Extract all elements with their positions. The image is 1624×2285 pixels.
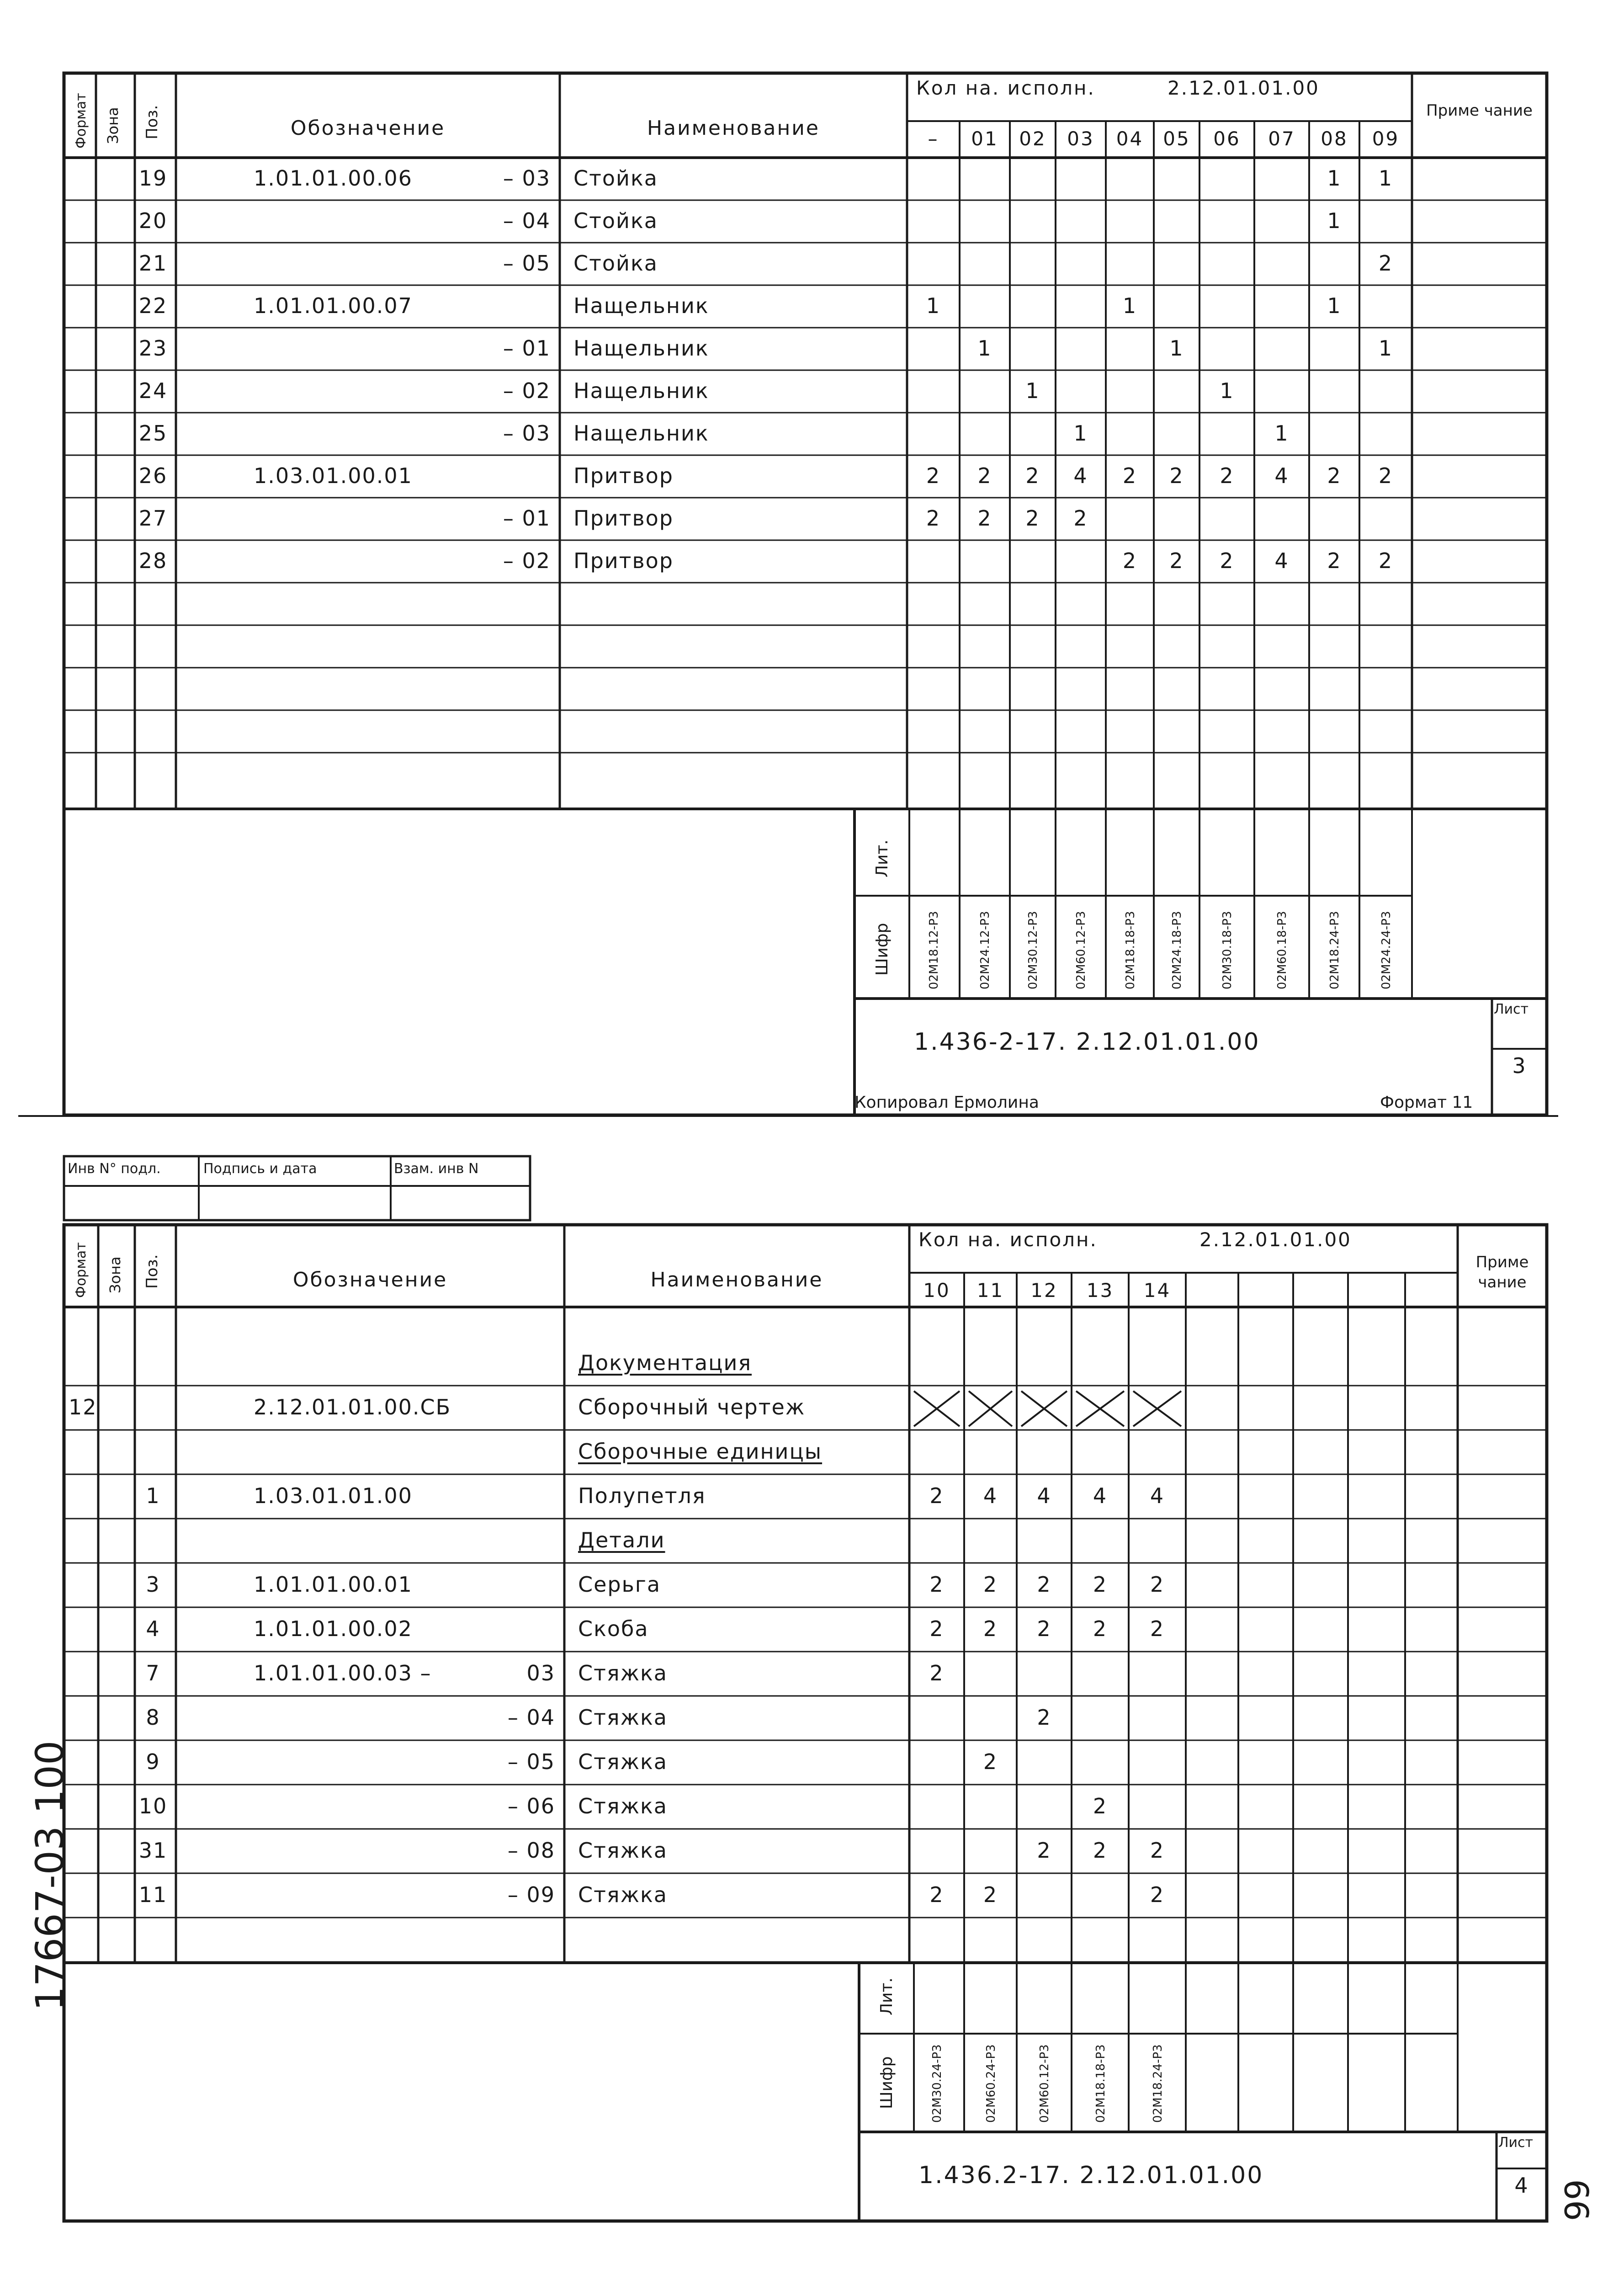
inv-number-label: Инв N° подл. [68,1161,161,1177]
sheet3-row-suffix: – 02 [503,548,551,573]
sheet3-shifr-code: 02М24.18-Р3 [1170,911,1184,989]
sheet4-variant-4: 14 [1143,1279,1171,1302]
sheet4-document-number: 1.436.2-17. 2.12.01.01.00 [918,2162,1264,2189]
sheet3-list-label: Лист [1494,1001,1529,1017]
sheet3-shifr-code: 02М60.12-Р3 [1074,911,1088,989]
sheet4-qty-cell: 2 [983,1572,998,1597]
sheet4-row-name: Полупетля [578,1483,706,1508]
sheet3-lit-label: Лит. [873,840,892,877]
sheet4-row-suffix: – 05 [507,1749,555,1774]
sheet3-row-suffix: – 04 [503,208,551,233]
sheet3-list-number: 3 [1512,1053,1527,1078]
sheet3-format-header: Формат [73,93,89,149]
sheet4-variant-1: 11 [977,1279,1004,1302]
sheet4-row-pos: 11 [138,1882,168,1907]
sheet4-row-name: Стяжка [578,1882,668,1907]
sheet3-row-name: Притвор [573,506,674,531]
sheet3-qty-cell: 2 [1169,548,1184,573]
sheet3-row-pos: 19 [138,166,168,191]
sheet4-row-name: Стяжка [578,1705,668,1730]
sheet3-document-number: 1.436-2-17. 2.12.01.01.00 [914,1028,1260,1056]
sheet4-qty-title: Кол на. исполн. [918,1228,1098,1251]
sheet3-row-designation: 1.03.01.00.01 [254,463,413,488]
sheet3-shifr-code: 02М18.18-Р3 [1123,911,1137,989]
sheet4-row-name: Сборочный чертеж [578,1395,806,1419]
sheet3-row-pos: 21 [138,251,168,276]
sheet4-name-header: Наименование [650,1268,823,1291]
sheet4-row-pos: 10 [138,1794,168,1818]
sheet3-row-name: Стойка [573,208,658,233]
sheet4-row-suffix: – 06 [507,1794,555,1818]
sheet3-shifr-code: 02М24.12-Р3 [978,911,992,989]
sheet3-row-suffix: – 03 [503,421,551,446]
sheet3-qty-cell: 2 [926,506,941,531]
sheet3-row-name: Нащельник [573,378,709,403]
sheet3-qty-cell: 4 [1274,463,1289,488]
sheet3-row-pos: 27 [138,506,168,531]
sheet4-qty-cell: 2 [1150,1882,1165,1907]
sheet3-row-pos: 23 [138,336,168,361]
sheet3-qty-code: 2.12.01.01.00 [1168,77,1320,99]
sheet4-qty-cell: 2 [929,1572,944,1597]
sheet4-row-suffix: – 09 [507,1882,555,1907]
sheet3-variant-6: 06 [1213,128,1241,150]
sheet4-format-header: Формат [73,1242,89,1298]
sheet3-qty-cell: 2 [1169,463,1184,488]
sheet3-designation-header: Обозначение [290,117,446,140]
sheet3-row-suffix: – 01 [503,336,551,361]
sheet4-shifr-code: 02М60.12-Р3 [1038,2044,1051,2123]
replacement-inv-label: Взам. инв N [394,1161,479,1177]
sheet3-variant-3: 03 [1067,128,1094,150]
sheet4-qty-cell: 2 [929,1882,944,1907]
sheet3-row-name: Стойка [573,166,658,191]
sheet3-qty-cell: 1 [1220,378,1234,403]
sheet3-qty-cell: 2 [1378,463,1393,488]
sheet3-qty-cell: 2 [1327,463,1342,488]
sheet4-qty-cell: 2 [1150,1838,1165,1863]
sheet3-row-designation: 1.01.01.00.06 [254,166,413,191]
sheet4-qty-cell: 2 [1037,1572,1051,1597]
sheet3-row-pos: 24 [138,378,168,403]
sheet4-row-suffix: – 04 [507,1705,555,1730]
sheet4-row-format: 12 [69,1395,97,1419]
sheet3-row-suffix: – 05 [503,251,551,276]
sheet3-name-header: Наименование [647,117,820,140]
sheet4-qty-cell: 2 [1150,1572,1165,1597]
sheet4-row-designation: 1.01.01.00.03 – [254,1661,432,1685]
sheet3-row-pos: 26 [138,463,168,488]
sheet3-shifr-code: 02М18.24-Р3 [1328,911,1342,989]
sheet3-qty-cell: 1 [1274,421,1289,446]
sheet3-row-name: Стойка [573,251,658,276]
sheet3-variant-0: – [928,128,939,150]
sheet4-shifr-code: 02М18.18-Р3 [1093,2044,1108,2123]
sheet4-qty-cell: 2 [1037,1616,1051,1641]
sheet4-row-pos: 9 [146,1749,160,1774]
sheet4-qty-cell: 4 [1037,1483,1051,1508]
sheet3-variant-7: 07 [1268,128,1295,150]
sheet3-note-header: Приме чание [1426,101,1533,120]
sheet3-qty-cell: 2 [1378,548,1393,573]
sheet4-list-label: Лист [1498,2135,1534,2151]
sheet3-qty-cell: 2 [1025,506,1040,531]
sheet3-qty-title: Кол на. исполн. [916,77,1095,99]
sheet3-shifr-code: 02М30.12-Р3 [1026,911,1040,989]
sheet4-qty-cell: 2 [929,1483,944,1508]
sheet4-row-name: Стяжка [578,1838,668,1863]
sheet3-qty-cell: 2 [977,463,992,488]
sheet3-qty-cell: 2 [1025,463,1040,488]
sheet4-variant-2: 12 [1030,1279,1058,1302]
copied-by: Копировал Ермолина [854,1093,1039,1112]
sheet3-pos-header: Поз. [143,105,161,139]
sheet3-qty-cell: 2 [926,463,941,488]
sheet3-shifr-label: Шифр [873,923,892,976]
sheet3-row-pos: 20 [138,208,168,233]
sheet3-shifr-code: 02М30.18-Р3 [1221,911,1234,989]
sheet4-row-name: Стяжка [578,1749,668,1774]
sheet4-qty-cell: 2 [1093,1616,1108,1641]
sheet4-row-pos: 7 [146,1661,160,1685]
sheet4-section-title: Сборочные единицы [578,1439,823,1464]
sheet3-qty-cell: 1 [1169,336,1184,361]
sheet3-row-name: Притвор [573,548,674,573]
sheet4-note-header: Приме чание [1475,1253,1529,1291]
sheet3-variant-1: 01 [971,128,998,150]
sheet4-qty-cell: 2 [1037,1838,1051,1863]
sheet4-variant-0: 10 [923,1279,950,1302]
sheet4-qty-cell: 2 [1093,1794,1108,1818]
sheet3-qty-cell: 1 [1327,293,1342,318]
sheet3-row-suffix: – 03 [503,166,551,191]
sheet3-qty-cell: 1 [1122,293,1137,318]
sheet4-shifr-code: 02М60.24-Р3 [984,2044,998,2123]
sheet4-row-suffix: – 08 [507,1838,555,1863]
sheet4-row-pos: 31 [138,1838,168,1863]
sheet4-qty-cell: 4 [983,1483,998,1508]
sheet4-section-title: Документация [578,1350,752,1375]
sheet4-shifr-code: 02М18.24-Р3 [1151,2044,1165,2123]
sheet4-zone-header: Зона [106,1256,124,1293]
page-number: 99 [1558,2179,1597,2221]
sheet4-variant-3: 13 [1086,1279,1114,1302]
sheet3-qty-cell: 2 [1073,506,1088,531]
sheet3-zone-header: Зона [104,107,122,144]
sheet4-row-suffix: 03 [526,1661,555,1685]
format-label: Формат 11 [1380,1093,1473,1112]
sheet4-qty-cell: 2 [1150,1616,1165,1641]
sheet3-qty-cell: 4 [1073,463,1088,488]
sheet4-row-designation: 2.12.01.01.00.СБ [254,1395,451,1419]
sheet4-qty-cell: 2 [929,1616,944,1641]
sheet3-qty-cell: 2 [1220,548,1234,573]
sheet4-row-pos: 4 [146,1616,160,1641]
sheet4-shifr-code: 02М30.24-Р3 [930,2044,944,2123]
sheet3-qty-cell: 1 [977,336,992,361]
sheet4-qty-cell: 2 [1093,1838,1108,1863]
sheet4-qty-cell: 4 [1093,1483,1108,1508]
sheet3-qty-cell: 2 [1327,548,1342,573]
sheet3-qty-cell: 1 [1025,378,1040,403]
sheet3-qty-cell: 1 [1378,166,1393,191]
sheet4-row-designation: 1.03.01.01.00 [254,1483,413,1508]
sheet3-row-suffix: – 01 [503,506,551,531]
sheet4-row-name: Стяжка [578,1794,668,1818]
sheet4-row-name: Стяжка [578,1661,668,1685]
sheet3-row-name: Притвор [573,463,674,488]
sheet3-row-name: Нащельник [573,336,709,361]
sheet4-qty-cell: 2 [983,1749,998,1774]
sheet4-qty-cell: 4 [1150,1483,1165,1508]
sheet3-qty-cell: 2 [1378,251,1393,276]
sheet3-variant-5: 05 [1163,128,1190,150]
sheet3-shifr-code: 02М18.12-Р3 [927,911,941,989]
margin-archive-number: 17667-03 100 [27,1740,72,2011]
sheet3-qty-cell: 1 [1327,208,1342,233]
sheet3-row-designation: 1.01.01.00.07 [254,293,413,318]
sheet4-qty-cell: 2 [983,1616,998,1641]
sheet3-row-name: Нащельник [573,293,709,318]
sheet3-variant-8: 08 [1321,128,1348,150]
sheet4-shifr-label: Шифр [877,2056,896,2109]
sheet4-row-designation: 1.01.01.00.01 [254,1572,413,1597]
sheet4-qty-cell: 2 [983,1882,998,1907]
sheet4-section-title: Детали [578,1528,665,1552]
sheet3-row-pos: 22 [138,293,168,318]
sheet4-row-name: Серьга [578,1572,661,1597]
sheet3-qty-cell: 4 [1274,548,1289,573]
sheet3-qty-cell: 2 [1122,548,1137,573]
sheet4-row-pos: 8 [146,1705,160,1730]
sheet3-qty-cell: 2 [1220,463,1234,488]
sheet3-qty-cell: 2 [977,506,992,531]
sheet3-row-pos: 25 [138,421,168,446]
sheet4-row-pos: 1 [146,1483,160,1508]
signature-date-label: Подпись и дата [203,1161,317,1177]
sheet4-pos-header: Поз. [143,1254,161,1289]
sheet3-qty-cell: 1 [1073,421,1088,446]
sheet3-row-suffix: – 02 [503,378,551,403]
sheet4-row-pos: 3 [146,1572,160,1597]
sheet3-qty-cell: 1 [1327,166,1342,191]
sheet3-variant-9: 09 [1372,128,1400,150]
sheet4-qty-cell: 2 [1037,1705,1051,1730]
sheet4-qty-cell: 2 [1093,1572,1108,1597]
sheet3-variant-4: 04 [1116,128,1144,150]
sheet3-qty-cell: 1 [926,293,941,318]
sheet4-row-name: Скоба [578,1616,649,1641]
sheet3-qty-cell: 1 [1378,336,1393,361]
sheet3-row-pos: 28 [138,548,168,573]
sheet3-variant-2: 02 [1019,128,1046,150]
sheet4-row-designation: 1.01.01.00.02 [254,1616,413,1641]
sheet3-row-name: Нащельник [573,421,709,446]
sheet4-frame [64,1225,1547,2221]
sheet4-qty-cell: 2 [929,1661,944,1685]
sheet4-lit-label: Лит. [877,1977,896,2015]
sheet3-shifr-code: 02М60.18-Р3 [1275,911,1289,989]
sheet4-qty-code: 2.12.01.01.00 [1199,1228,1352,1251]
sheet3-shifr-code: 02М24.24-Р3 [1379,911,1393,989]
sheet4-list-number: 4 [1514,2173,1529,2198]
sheet4-designation-header: Обозначение [292,1268,448,1291]
sheet3-qty-cell: 2 [1122,463,1137,488]
